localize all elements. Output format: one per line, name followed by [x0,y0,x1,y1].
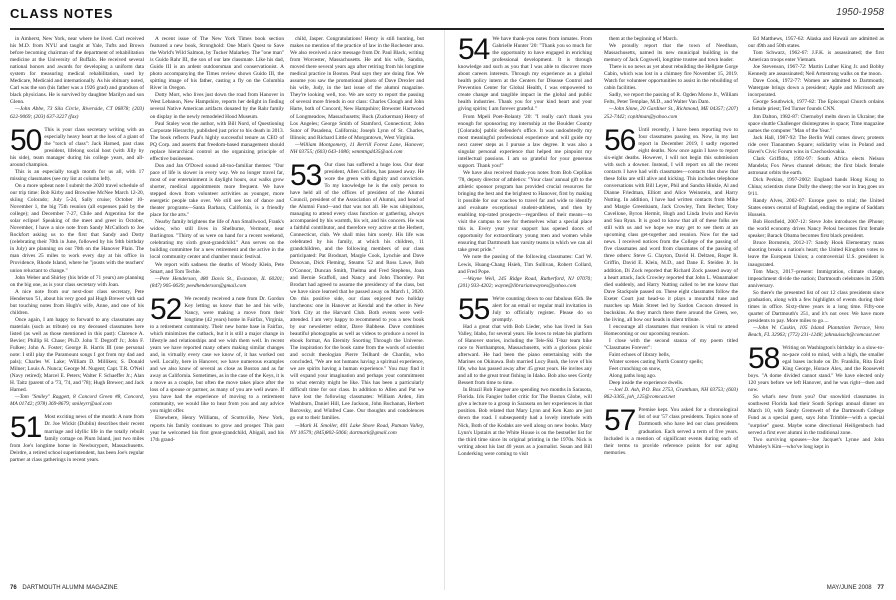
page-number-right: 77 [877,585,884,591]
column-text: Ed Matthews, 1957-62: Alaska and Hawaii are admitted as our 49th and 50th states. [748,36,884,50]
class-number: 51 [10,411,42,445]
column-text: Bruce Bornstein, 2012-17: Sandy Hook Elementary mass shooting breaks a nation's heart; the United Kingdom votes to leave the European Union; a controversial U.S. president is inaugurated. [748,240,884,268]
secretary-signature: —John W. Caskin, 105 Island Plantation Terrace, Vero Beach, FL 32963; (772) 231-1248; jahnsuissch@comcast.net [748,324,884,338]
class-number: 54 [458,36,490,66]
poem-line: Deep inside the experience dwells. [609,380,684,387]
column-2 [150,36,284,578]
class-entry-54 [458,36,592,290]
column-text: Had a great chat with Bob Lieder, who has lived in Sun Valley, Idaho, for several years. He loves to relate his platform of Hanover stories, including the Tele-Ski T-bar team hike race to Northampton, Massachusetts, with a glorious picnic afterward. He had been the piano entertaining with the Marines on Okinawa. Bob married Lucy Bush, the love of his life, who has passed away after 45 great years. He invites any and all to the great trout fishing in Idaho. Bob also sees Gordy Bessett from time to time. [458,323,592,387]
entry-text: Until recently, I have been reporting two to four classmates passing on. Now, in my last report in December 2019, I sadly reported eight deaths. Now once again I have to report six-eight deaths. However, I will not begin this submission with such a downer. Instead, I will report on all the recent contacts I have had with classmates—contacts that show that these folks are still alive and kicking. This includes telephone conversations with Bill Leyer, Phil and Sandra Hinkle, Al and Dianne Friedman, Elliott and Alice Weinstein, and Harry Nutting. In addition, I have had written contacts from Mike and Margie Greenbaum, Jack Crowley, Tom Becher, Tony Cavellone, Byron Hermit, Hugh and Linda Irwin and Kevin and Suu Ryan. It is good to know that all of these folks are still with us and we hope we may get to see them at an upcoming class get-together and reunion. Now for the sad news. I received notices from the College of the passing of five classmates and word from classmates of the passing of three others: Steve G. Clayton, David H. Deltzen, Roger R. Griffin, David E. Klein, M.D., and Dane E. Steiden Jr. In addition, Di Zock reported that Richard Zock passed away of a heart attack, Jack Crowley reported that John L. Wanamaker died suddenly, and Harry Nutting called to let me know that Dave Stackpole passed on. These eight classmates follow the Exeter Court just head-so it plays a mournful tune and marches up Main Street led by Sardon Cocoon dressed in buckskins. As they march there there around the Green, we, the living, all bow our heads in silent tribute. [604,126,738,323]
class-number: 56 [604,123,636,157]
page-gutter [444,30,445,590]
column-text: On a more upbeat note I submit the 2020 travel schedule of our trip time: Bob Kirby and Brownlee McNee March 12-20, skiing Colorado; July 5-24, Sally cruise; October 10-November 1, the big 75th reunion (all expenses paid by the college); and December 7-27, Chile and Argentina for the solar eclipse! Speaking of the meet and greet in October, November, I have a nice note from Sandy McCulloch to Joe Rockfort asking us to the first that Sandy and Dotty (celebrating their 70th in June, followed by his 94th birthday in July) are planning on our 70th on the Hanover Plain. The man drives 25 miles to work every day at his office in Providence, Rhode Island, where he "jousts with the teachers' union reluctant to change." [10,182,144,274]
column-text: Tom Schwarz, 1962-67: J.F.K. is assassinated; the first American troops enter Vietnam. [748,50,884,64]
entry-text: We're counting down to our fabulous 65th. Be alert for an email or regular mail invitation in July to officially register. Please do so promptly. [492,295,592,323]
column-text: A nice note from our next-door class secretary, Pete Henderson '51, about his very good pal Hugh Brewer with sad but touching notes from Hugh's wife, Anne, and one of his children. [10,288,144,316]
column-text: Elsewhere, Henry Williams, of Scottsville, New York, reports his family continues to grow and prosper. This past year he welcomed his first great-grandchild, Abigail, and his 17th grand- [150,415,284,443]
page-footer [10,585,884,597]
column-text: So what's new from you? Our snowbird classmates in southwest Florida had their South Springs annual dinner on March 10, with Sandy Gremwelt of the Dartmouth College Fund as a special guest, says John Trimble—with a special "surprise" guest. Maybe some directional Heiligenbuch had served a first ever alumni in the traditional zone. [748,394,884,436]
secretary-signature: —John Abbe, 73 Sila Circle, Riverside, CT 06878; (203) 622-9069; (203) 637-3227 (fax) [10,106,144,120]
secretary-signature: —Wayne Weil, 245 Ridge Road, Rutherford, NJ 07070; (201) 933-4202; wayne@librarianwaynes@yahoo.com [458,275,592,289]
column-text: Dave Cook, 1972-77: Women are admitted to Dartmouth; Watergate brings down a president; Apple and Microsoft are incorporated. [748,78,884,99]
poem-line: Faint echoes of library bells, [609,352,670,359]
poem-line: Feet crunching on snow, [609,366,662,373]
column-text: We report with sadness the deaths of Woody Klein, Pete Smart, and Tom Techle. [150,261,284,275]
column-text: We proudly report that the town of Needham, Massachusetts, named its new municipal building in the memory of Jack Cogswell, longtime trustee and town leader. [604,43,738,64]
column-text: Jack Hall, 1987-92: The Berlin Wall comes down; protests ride over Tiananmen Square; solidarity wins in Poland and Havel's Civic Forum wins in Czechoslovakia. [748,134,884,155]
column-text: Clark Griffiths, 1992-97: South Africa elects Nelson Mandela; Fox News channel debuts; the first black female astronaut orbits the earth. [748,155,884,176]
secretary-signature: —Pete Henderson, 480 Davis St., Evanston, IL 60201; (847) 905-0639; peedhenderson@gmail.com [150,275,284,289]
poem-line: Along paths long ago. [609,373,657,380]
column-text: Dotty Mort, who lives just down the road from Hanover in West Lebanon, New Hampshire, reports her delight in finding several Native American artifacts donated by the Rahr family on display in the newly remodeled Hood Museum. [150,92,284,120]
column-text: This is an especially tough month for us all, with 17 missing classmates (see my list at column left). [10,168,144,182]
column-text: in Amherst, New York, near where he lived. Carl received his M.D. from NYU and taught at Yale, Tufts and Brown before becoming chairman of the department of rehabilitation medicine at the University of Buffalo. He received several national honors and awards for developing a uniform data system for measuring medical rehabilitation, used by Medicare, Medicaid and internationally. As his obituary noted, Carl was the son (his father was a 1926 grad) and grandson of black physicians. He is survived by daughter Marilyn and son Glenn. [10,36,144,106]
column-text: I close with the second stanza of my poem titled "Classmates Forever": [604,337,738,352]
column-text: From Mpeli Poet-Bolanty '20: "I really can't thank you enough for sponsoring my internship at the Boulder County [Colorado] public defender's office. It was undoubtedly my most meaningful professional experience and will guide my next career steps as I pursue a law degree. It was also a singular personal experience that helped me pinpoint my intellectual passions. I am so grateful for your generous support. Thank you!" [458,113,592,169]
column-3 [290,36,424,578]
magazine-name: DARTMOUTH ALUMNI MAGAZINE [22,585,118,591]
secretary-signature: —Joel D. Ash, P.O. Box 2753, Grantham, NH 03753; (603) 862-3365, joh_125@comcast.net [604,387,738,401]
column-text: There is no news as yet about rebuilding the Hellgate Gorge Cabin, which was lost in a chimney fire November 15, 2019. Watch for volunteer opportunities to assist in the rebuilding of cabin facilities. [604,64,738,92]
secretary-signature: —William Montgomery, 11 Berrill Forest Lane, Hanover, NH 03755; (603) 643-1086; wmmtngd435@aol.com [290,141,424,155]
column-text: George Southwick, 1977-82: The Episcopal Church ordains a female priest; Ted Turner founds CNN. [748,99,884,113]
section-title: CLASS NOTES [10,6,114,21]
column-text: In Brazil Bob Fangeer are spending two months in Sarasota, Florida. Iris Fangier ballet critic for The Boston Globe, will give a lecture to a group in Sarasota on her experiences in that position. Bob related that Mary Lynn and Ken Kato are just down the road. I subsequently had a lovely interlude with Nick, Both of the Kodaks are well along on new books. Mary Lynn's Upstairs at the White House is on the bestseller list for the third time since its original printing in the 1970s. Nick is writing about his last 40 years as a journalist. Susan and Bill Londerking were coming to visit [458,387,592,457]
header-rule [10,28,884,30]
footer-left [10,585,118,591]
column-text: child, Jasper. Congratulations! Henry is still hunting, but makes no mention of the practice of law in the Rochester area. We also received a nice message from Dr. Paul Black, writing from Worcester, Massachusetts. He and his wife, Sandra, moved there several years ago after retiring from his longtime medical practice in Boston. Paul says they are doing fine. We assume you saw the promotional photo of Dave Drexler and his wife, Judy, in the last issue of the alumni magazine. They're looking well, too. We are sorry to report the passing of several more friends in our class: Charles Clough and John Harte, both of Concord, New Hampshire; Brewster Hartwood of Longmeadow, Massachusetts; Buck (Zuckerman) Henry of Los Angeles; George Smith of Stamford, Connecticut; John Sutor of Pasadena, California; Joseph Lynn of St. Charles, Illinois; and Richard Little of Morgantown, West Virginia. [290,36,424,141]
entry-text: Premise kept. You asked for a chronological list of our '57 class presidents. Topics none of Dartmouth who have led our class presidents graduation. Each served a term of five years. Included is a mention of significant events during each of their terms to provide reference points for our aging memories. [604,407,738,456]
column-text: Jim Dalton, 1982-87: Chernobyl melts down in Ukraine; the space shuttle Challenger disintegrates in space; Time magazine names the computer "Man of the Year." [748,113,884,134]
secretary-signature: —Tom "Smiley" Raggett, 8 Concord Green #8, Concord, MA 01742; (978) 369-8679; smileyrr@aol.com [10,394,144,408]
class-entry-57 [604,404,738,456]
column-text: Don and Jan O'Dowd sound all-too-familiar themes: "Our pace of life is slower in every way. We no longer travel far, most of our entertainment is daylight hours, our walks grow shorter, medical appointments more frequent. We have stepped down from volunteer activities as younger, more energetic people take over. We still see lots of dance and theater programs—Santa Barbara, California, is a friendly place for the arts." [150,162,284,219]
entry-text: This is your class secretary writing with an especially heavy heart at the loss of a giant of the "torch of class": Jack Harned, past class president, lifelong social host (with Jilly by his side), team manager during his college years, and all-around champion. [10,126,144,168]
column-text: Dick Perkins, 1997-2002: England hands Hong Kong to China; scientists clone Dolly the sheep; the war in Iraq goes on 9/11. [748,176,884,198]
column-1 [10,36,144,578]
class-number: 57 [604,404,636,438]
column-text: Joe Stevenson, 1967-72: Martin Luther King Jr. and Bobby Kennedy are assassinated; Neil Armstrong walks on the moon. [748,64,884,78]
class-number: 53 [290,158,322,192]
column-text: Two surviving spouses—Joe Jacquet's Lynne and John Whiteley's Kim—who've long kept in [748,436,884,450]
class-entry-58 [748,342,884,451]
column-text: them at the beginning of March. [609,36,678,42]
column-text: Bob Horsfield, 2007-12: Steve Jobs introduces the iPhone; the world economy drives Nancy Pelosi becomes first female speaker; Barack Obama becomes first black president. [748,219,884,240]
column-text: We have also received thank-you notes from Bob Ceplikas '78, deputy director of athletics: "Your class' annual gift to the athletic sponsor program has provided crucial resources for bringing the best and the brightest to Hanover, first by making it possible for our coaches to travel far and wide to identify and evaluate exceptional student-athletes, and then by enabling top-rated prospects—regardless of their means—to visit the campus to see for themselves what a special place this is. Every year your support has opened doors of opportunity for extraordinary young men and women while ensuring that Dartmouth has varsity teams in which we can all take great pride." [458,169,592,254]
class-entry-52 [150,292,284,444]
poem-line: Winter scenes casting North Country spells; [609,359,704,366]
entry-text: We recently received a note from Dr. Gordon Key letting us know that he and his wife, Nancy, were making a move from their longtime (42 years) home in Fairfax, Virginia, to a retirement community. Their new home base in Fairfax, which minimizes the cutback, but it is still a major change in lifestyle and relationships and we wish them well. In recent years we have reported many others making similar changes and, in virtually every case we know of, it has worked out well. Locally, here in Hanover, we have numerous examples and we also know of several as close as Boston and as far away as California. Sometimes, as in the case of the Keys, it is a move as a couple, but often the move takes place after the loss of a spouse or partner, as many of you are well aware. If you have had the experience of moving to a retirement community, we would like to hear from you and any advice you might offer. [150,295,284,415]
class-entry-55 [458,292,592,458]
class-number: 52 [150,292,182,326]
column-text: Paul Staley won the author, with Bill Nord, of Questioning Corporate Hierarchy, published just prior to his death in 2013. The book reflects Paul's highly successful tenure as CEO of PQ Corp. and asserts that freedom-based management should replace hierarchical control as the organizing principle of effective businesses. [150,120,284,162]
column-4 [458,36,592,578]
column-text: So there's the presented list of our 12 class presidents since graduation, along with a few highlights of events during their times in office. Sixty-three years is a long time. Fifty-one quarter of Dartmouth's 251, and it's not over. We have more presidents to pay. More miles to go.... [748,289,884,324]
column-text: Sadly, we report the passing of R. Ogden Morse Jr., William Felts, Peter Templae, M.D., and Walter Van Dam. [604,92,738,106]
entry-text: We have thank-you notes from inmates. From Gabrielle Hunter '20: "Thank you so much for the opportunity to have engaged in enriching professional development. It is through knowledge and such as you that I was able to discover more about careers interests. Through my experience as a global health policy intern at the Centers for Disease Control and Prevention Center for Global Health, I was empowered to create change and tangible impact in the global and public health industries. Thank you for your kind heart and your giving spirits; I am forever grateful." [458,36,592,113]
class-entry-56 [604,123,738,402]
entry-text: Writing on Washington's birthday in a slow-to-no-pace cold to mind, with a high, the smaller egal bases include on Dr. Franklin, Rita Enid King George, Horace Alex, and the Roosevelt boys. "A dome divided cannot stand." We have elected only 120 years before we left Hanover, and he was right—then and now. [748,345,884,394]
class-number: 58 [748,342,780,376]
footer-right [827,585,884,591]
entry-text: Most exciting news of the month: A note from Dr. Joe Wickit (Dublin) describes their recent marriage and idyllic life in the totally rebuilt family cottage on Plum Island, just two miles from Joe's longtime home in Newburyport, Massachusetts. Deirdre, a retired school superintendent, has been Joe's regular partner at class gatherings in recent years. [10,414,144,463]
class-number: 50 [10,123,42,157]
column-text: Randy Alves, 2002-07: Europe goes to trial; the United States enters central of Baghdad, ending the regime of Saddam Hussein. [748,198,884,219]
page-number-left: 76 [10,585,17,591]
column-text: I encourage all classmates that reunion is vital to attend Homecoming or our upcoming reunion. [604,323,738,337]
column-text: John Weber and Shirley (his bride of 71 years) are planning on the big one, as is your class secretary with Joan. [10,274,144,288]
entry-text: Our class has suffered a huge loss. Our dear president, Allen Collins, has passed away. He wore the green with dignity and conviction. To my knowledge he is the only person to have held all of the offices of president of the Alumni Council, president of the Association of Alumni, and head of the Alumni Fund—and that was not all. He was ubiquitous, managing to attend every class function or gathering, always accompanied by his warmth, his wit, and his concern. He was a faithful contributor, and therefore very active at the Herbert, Connecticut, club. We shall miss him sorely. His life was celebrated by his family, at which his children, 11 grandchildren, and the following members of our class participated: Pat Brodnart, Margie Cook, Lynchie and Dave Donovan, Dick Fleming, Steams '52 and Ross Lawe, Bob O'Connor, Duncan Smith, Thelma and Fred Stephens, Joan and Bernie Scaffoll, and Nancy and John Thornley. Pat Brodart had agreed to assume the presidency of the class, but we have since learned that he passed away on March 1, 2020. On this positive side, our class enjoyed two holiday luncheons: one in Hanover at Kendal and the other in New York City at the Harvard Club. Both events were well-attended. I am very happy to recommend to you a new book by our newsletter editor, Dave Babbese. Dave combines beautiful photographs as well as videos to produce a novel in ebook format, An Eternity Snorting Through the Universe. The inspiration for the book came from the words of scientist and occult theologian Pierre Teilhard de Chardin, who concluded, "We are not humans having a spiritual experience, we are spirits having a human experience." You may find it will expand your imagination and perhaps your commitment to what eternity might be like. This has been a particularly difficult time for our class. In addition to Allen and Pat we have lost the following classmates: William Arden, Jim Washburn, Daniel Hill, Lee Jackson, John Buchanan, Herbert Borovsky, and Winfred Case. Our thoughts and condolences go out to their families. [290,161,424,422]
class-year-range: 1950-1958 [836,7,884,18]
column-6 [748,36,884,578]
column-5 [604,36,738,578]
class-entry-50 [10,123,144,409]
column-text: We note the passing of the following classmates: Carl W. Lewis, Huang-Chang Hsieh, Tim Sullivan, Robert Collard, and Fred Pope. [458,254,592,275]
column-text: Nearby family brightens the life of Ann Smallwood, Frank's widow, who still lives in Shelburne, Vermont, near Burlington. "Thirty of us were on hand for a recent weekend, celebrating my sixth great-grandchild." Ann serves on the building committee for a new retirement and the active in the local community center and chamber music festival. [150,219,284,261]
class-entry-51 [10,411,144,463]
class-entry-53 [290,158,424,437]
column-text: Tom Macy, 2017–present: Immigration, climate change, impeachment divide the nation; Dartmouth celebrates its 250th anniversary. [748,268,884,289]
secretary-signature: —Mark H. Smoller, 401 Lake Shore Road, Putnam Valley, NY 10579; (845)802-5066; dartmark@gmail.com [290,422,424,436]
page-header [10,6,884,26]
class-number: 55 [458,292,490,326]
column-text: A recent issue of The New York Times book section featured a new book, Stronghold: One Man's Quest to Save the World's Wild Salmon, by Tucker Malarkey. The "one man" is Guido Rahr III, the son of our late classmate. Like his dad, Guido III is an ardent outdoorsman and conservationist. A photo accompanying the Times review shows Guido III, the spitting image of his father, casting a fly on the Columbia River in Oregon. [150,36,284,92]
secretary-signature: —John Sinne, 20 Gardiner St., Richmond, ME 04357; (207) 252-7442; copitlman@yahoo.com [604,106,738,120]
column-text: Once again, I am happy to forward to any classmates any materials (such as tribute) on my deceased classmates here listed (as well as those mentioned in this past): Clarence A. Bevier; Phillip H. Chase; Ph.D. John T. Degroff Jr.; John F. Fulkee; John A. Foster; George B. Harris III (one personal note: I still play the Paramount songs I got from my dad and pals); Charles W. Lake; William D. Milliken; S. Donald Milner; Louis A. Nunca; George M. Nugent; Capt. T.R. O'Neil (Navy retired); Marcel E. Peters; Walter F. Schaeffer Jr.; Alan H. Taitz (parent of a '73, '74, and '78); Hugh Brewer; and Jack Harned. [10,316,144,394]
issue-date: MAY/JUNE 2008 [826,585,872,591]
